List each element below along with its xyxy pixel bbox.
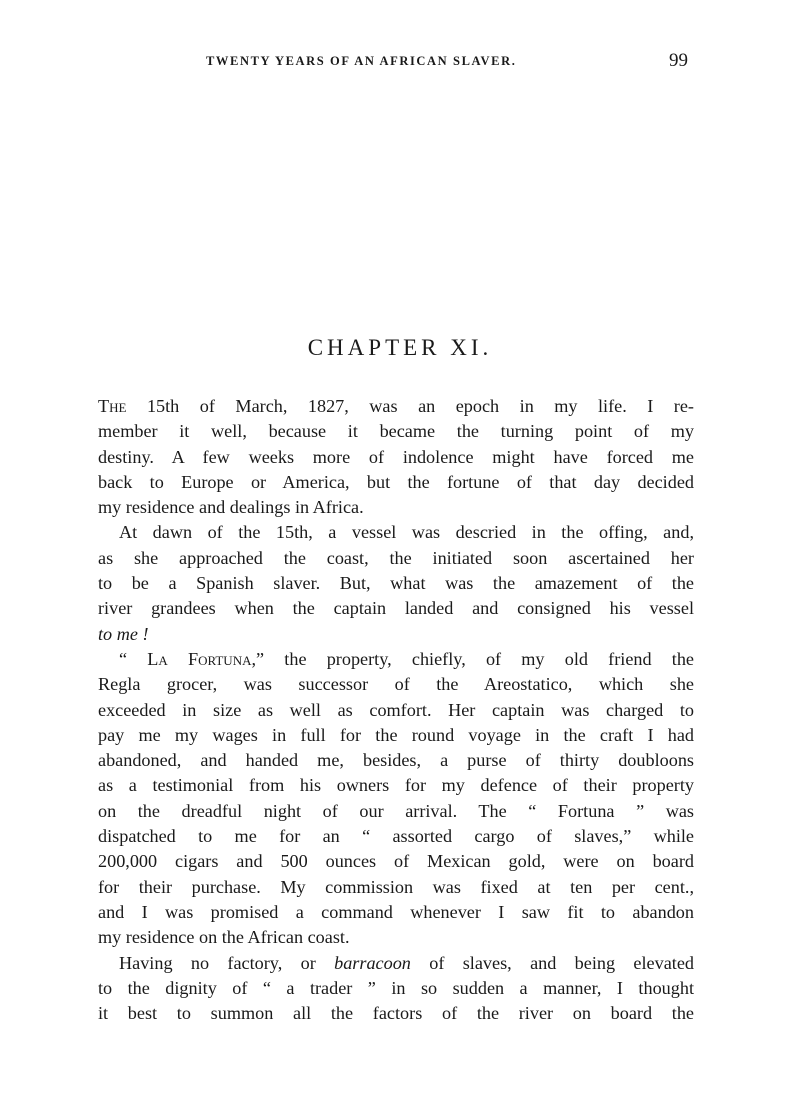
text-line — [98, 622, 694, 647]
text-line: as she approached the coast, the initiated soon ascertained her — [98, 547, 694, 568]
ship-name: La Fortuna — [147, 648, 252, 669]
text-line: pay me my wages in full for the round voyage in the craft I had — [98, 724, 694, 745]
text-line: to the dignity of “ a trader ” in so sudden a manner, I thought — [98, 977, 694, 998]
paragraph — [98, 520, 694, 646]
text-line: and I was promised a command whenever I saw fit to abandon — [98, 901, 694, 922]
text-line: dispatched to me for an “ assorted cargo of slaves,” while — [98, 826, 694, 847]
text-line: The 15th of March, 1827, was an epoch in my life. I re- — [98, 396, 694, 416]
text-line: “ La Fortuna,” the property, chiefly, of my old friend the — [119, 648, 695, 669]
paragraph — [98, 951, 694, 1027]
text-line: At dawn of the 15th, a vessel was descried in the offing, and, — [119, 522, 694, 543]
text-line: abandoned, and handed me, besides, a purse of thirty doubloons — [98, 750, 694, 771]
text-line: 200,000 cigars and 500 ounces of Mexican gold, were on board — [98, 851, 694, 872]
text-line: river grandees when the captain landed and consigned his vessel — [98, 598, 694, 619]
italic-text: barracoon — [334, 952, 411, 973]
text-line: it best to summon all the factors of the river on board the — [98, 1003, 694, 1024]
text-line: my residence on the African coast. — [98, 927, 350, 948]
text-line: member it well, because it became the turning point of my — [98, 421, 694, 442]
chapter-title: CHAPTER XI. — [307, 335, 493, 360]
body-text — [98, 394, 694, 1026]
text-line: Regla grocer, was successor of the Areostatico, which she — [98, 674, 694, 695]
text-line: to be a Spanish slaver. But, what was the amazement of the — [98, 573, 694, 594]
paragraph — [98, 394, 694, 520]
text-line: as a testimonial from his owners for my defence of their property — [98, 775, 694, 796]
italic-text: to me ! — [98, 623, 149, 644]
drop-word: The — [98, 396, 127, 416]
text-line: destiny. A few weeks more of indolence might have forced me — [98, 446, 694, 467]
page-number: 99 — [669, 50, 688, 71]
text-line: exceeded in size as well as comfort. Her captain was charged to — [98, 699, 694, 720]
running-title: TWENTY YEARS OF AN AFRICAN SLAVER. — [206, 54, 517, 68]
text-line: back to Europe or America, but the fortune of that day decided — [98, 471, 694, 492]
text-line: Having no factory, or barracoon of slaves, and being elevated — [119, 952, 694, 973]
paragraph — [98, 647, 694, 951]
text-line: for their purchase. My commission was fixed at ten per cent., — [98, 876, 694, 897]
text-line: my residence and dealings in Africa. — [98, 497, 364, 518]
text-line: on the dreadful night of our arrival. The “ Fortuna ” was — [98, 800, 694, 821]
running-head — [98, 50, 698, 74]
